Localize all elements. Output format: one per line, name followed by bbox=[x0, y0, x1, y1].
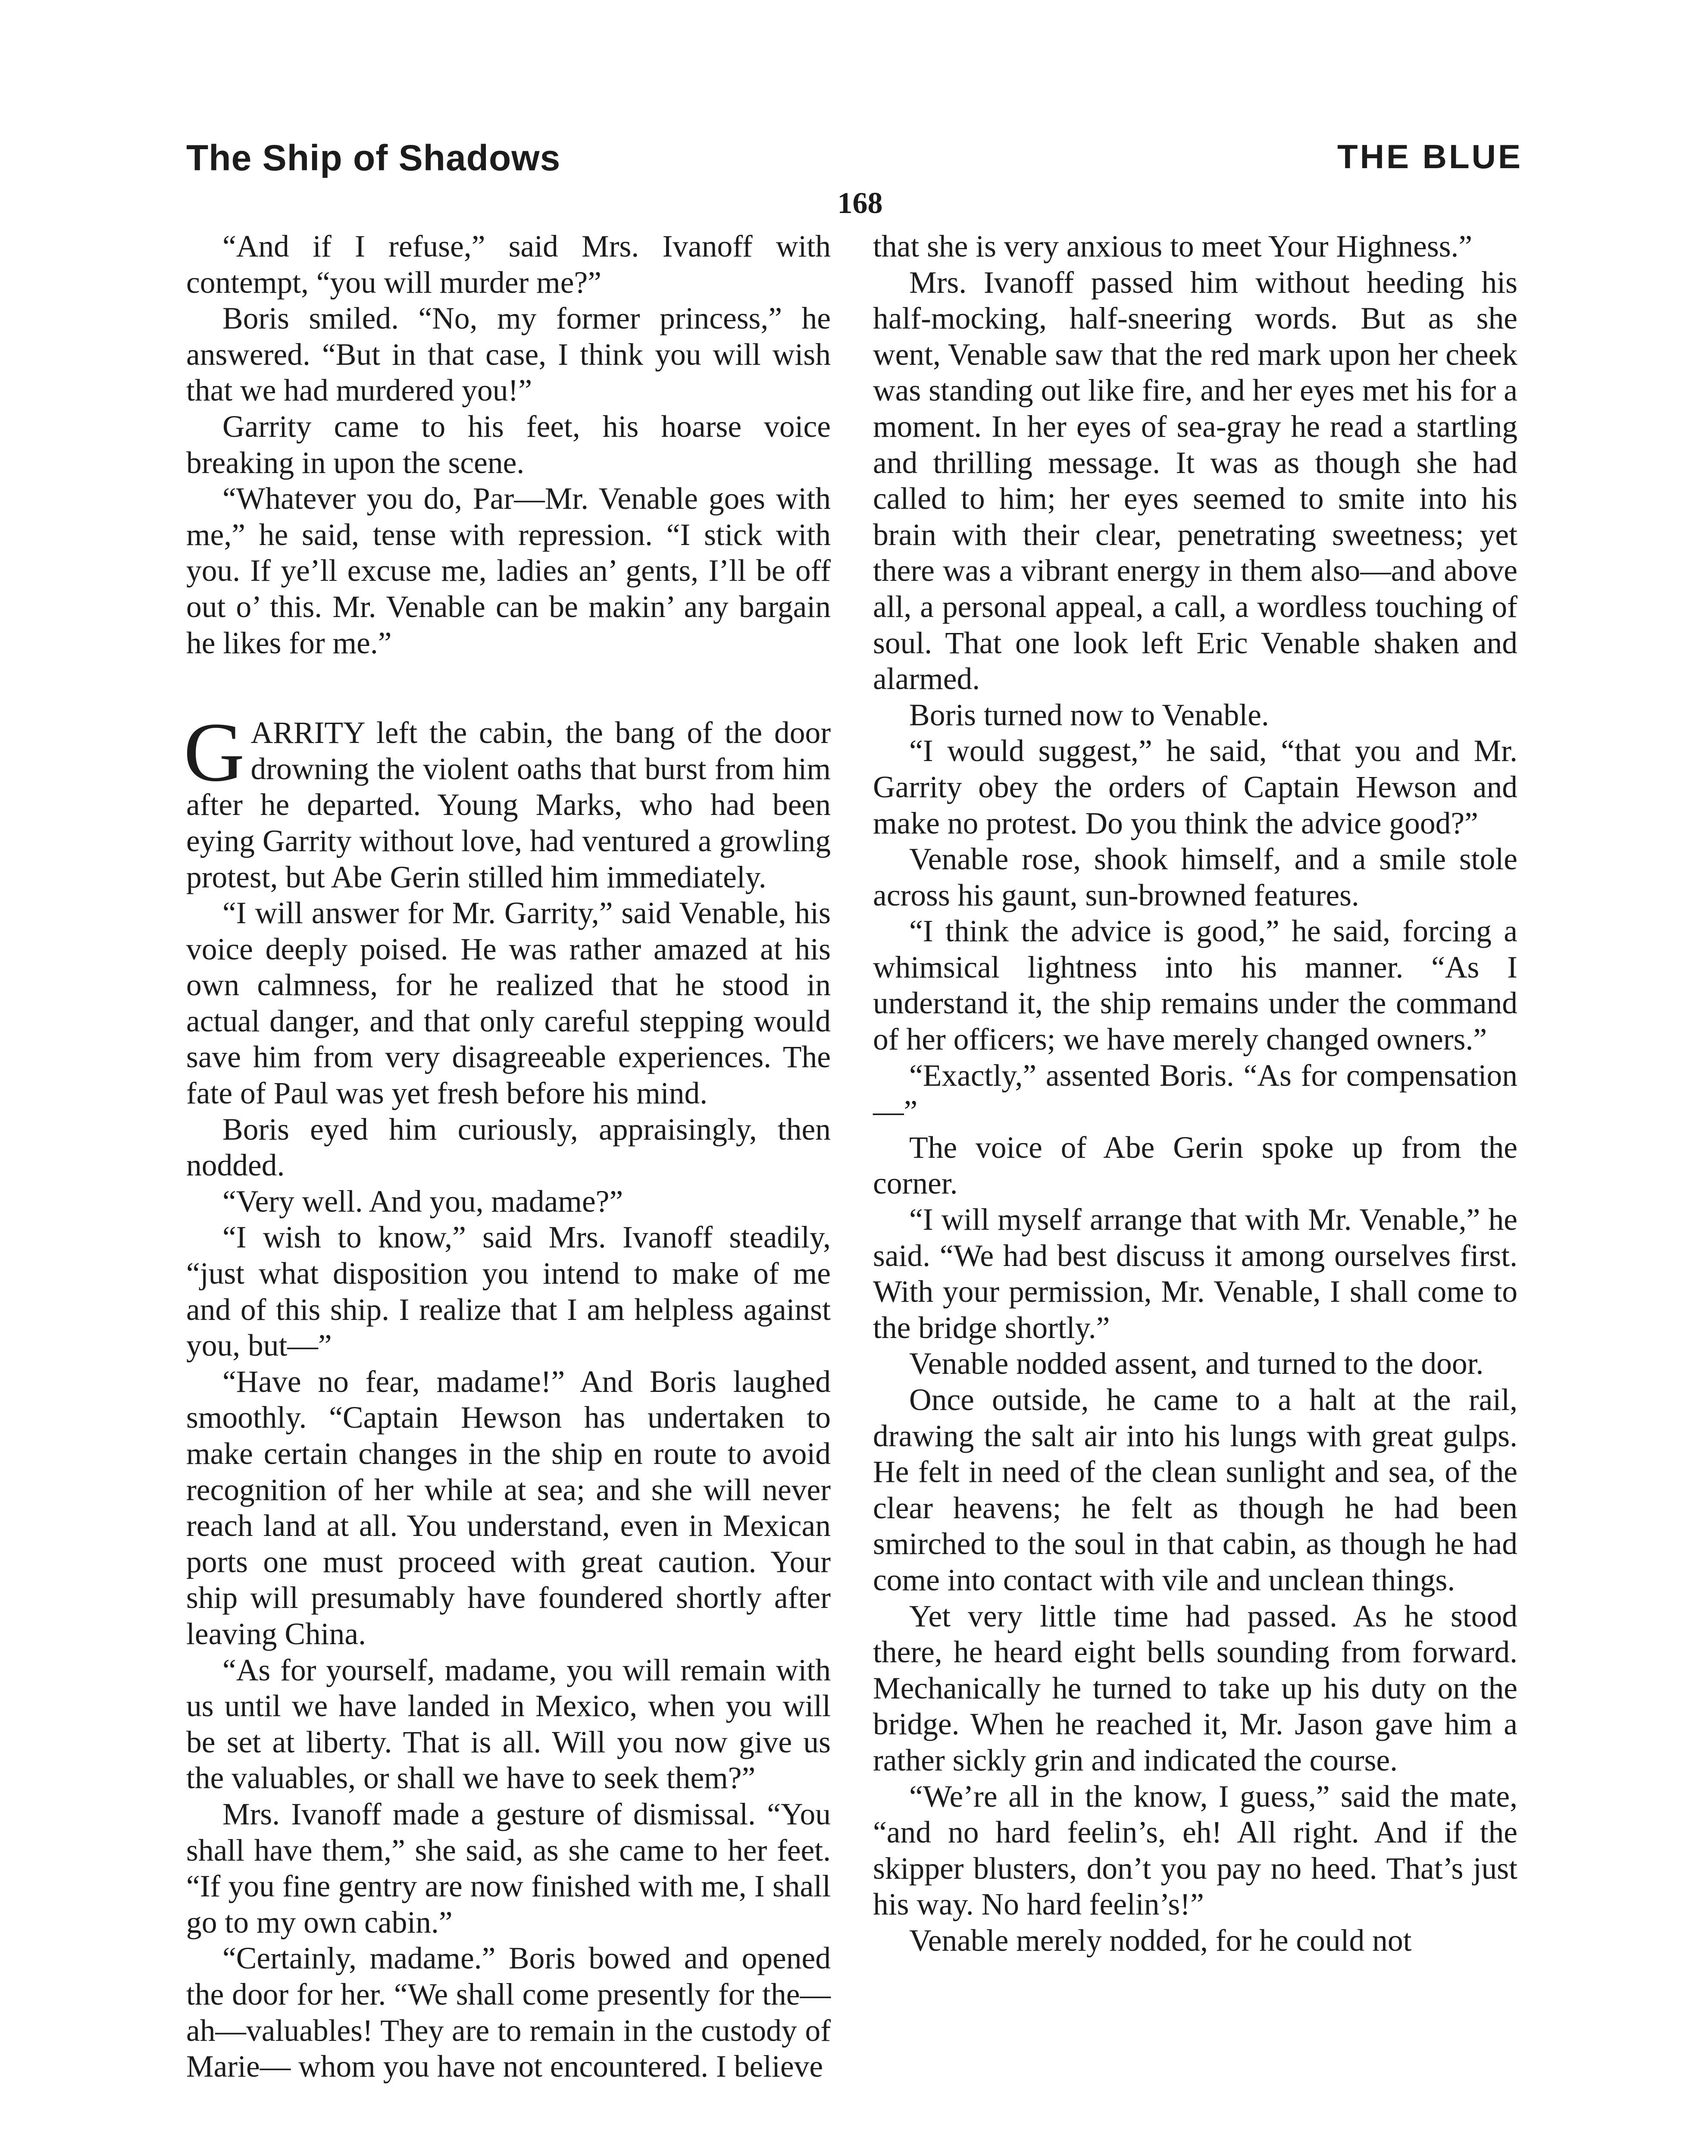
paragraph: “Certainly, madame.” Boris bowed and opened the door for her. “We shall come presently for the—ah—valuables! They are to remain in the custody of Marie— whom you have not encountered. I believe bbox=[186, 1941, 831, 2084]
paragraph: “I think the advice is good,” he said, forcing a whimsical lightness into his manner. “As I understand it, the ship remains under the command of her officers; we have merely changed owners.” bbox=[873, 914, 1517, 1057]
left-column bbox=[186, 229, 831, 2085]
right-column bbox=[873, 229, 1517, 1959]
page-number: 168 bbox=[837, 187, 883, 220]
paragraph: Venable rose, shook himself, and a smile stole across his gaunt, sun-browned features. bbox=[873, 842, 1517, 912]
paragraph: “I wish to know,” said Mrs. Ivanoff steadily, “just what disposition you intend to make of me and of this ship. I realize that I am helpless against you, but—” bbox=[186, 1220, 831, 1363]
section-start-paragraph bbox=[184, 705, 831, 895]
story-title: The Ship of Shadows bbox=[186, 138, 561, 178]
paragraph: Garrity came to his feet, his hoarse voice breaking in upon the scene. bbox=[186, 409, 831, 480]
paragraph: Mrs. Ivanoff passed him without heeding his half-mocking, half-sneering words. But as she went, Venable saw that the red mark upon her cheek was standing out like fire, and her eyes met his for a moment. In her eyes of sea-gray he read a startling and thrilling message. It was as though she had called to him; her eyes seemed to smite into his brain with their clear, penetrating sweetness; yet there was a vibrant energy in them also—and above all, a personal appeal, a call, a wordless touching of soul. That one look left Eric Venable shaken and alarmed. bbox=[873, 265, 1517, 696]
paragraph: “Very well. And you, madame?” bbox=[222, 1184, 623, 1219]
paragraph: “I would suggest,” he said, “that you and Mr. Garrity obey the orders of Captain Hewson and make no protest. Do you think the advice good?” bbox=[873, 734, 1517, 840]
paragraph: that she is very anxious to meet Your Highness.” bbox=[873, 229, 1473, 263]
paragraph: “And if I refuse,” said Mrs. Ivanoff with contempt, “you will murder me?” bbox=[186, 229, 831, 300]
paragraph: “Have no fear, madame!” And Boris laughed smoothly. “Captain Hewson has undertaken to make certain changes in the ship en route to avoid recognition of her while at sea; and she will never reach land at all. You understand, even in Mexican ports one must proceed with great caution. Your ship will presumably have foundered shortly after leaving China. bbox=[186, 1364, 831, 1651]
paragraph: The voice of Abe Gerin spoke up from the corner. bbox=[873, 1130, 1517, 1201]
paragraph: Venable nodded assent, and turned to the door. bbox=[909, 1347, 1484, 1381]
paragraph: Mrs. Ivanoff made a gesture of dismissal. “You shall have them,” she said, as she came to her feet. “If you fine gentry are now finished with me, I shall go to my own cabin.” bbox=[186, 1797, 831, 1940]
paragraph: “Exactly,” assented Boris. “As for compensation—” bbox=[873, 1058, 1517, 1129]
paragraph: Yet very little time had passed. As he stood there, he heard eight bells sounding from forward. Mechanically he turned to take up his duty on the bridge. When he reached it, Mr. Jason gave him a rather sickly grin and indicated the course. bbox=[873, 1599, 1517, 1777]
drop-cap: G bbox=[184, 705, 245, 799]
paragraph-text: ARRITY left the cabin, the bang of the door drowning the violent oaths that burst from him after he departed. Young Marks, who had been eying Garrity without love, had ventured a growling protest, but Abe Gerin stilled him immediately. bbox=[186, 716, 831, 894]
paragraph: “As for yourself, madame, you will remain with us until we have landed in Mexico, when you will be set at liberty. That is all. Will you now give us the valuables, or shall we have to seek them?” bbox=[186, 1653, 831, 1796]
paragraph: Venable merely nodded, for he could not bbox=[909, 1923, 1412, 1958]
paragraph: Once outside, he came to a halt at the rail, drawing the salt air into his lungs with great gulps. He felt in need of the clean sunlight and sea, of the clear heavens; he felt as though he had been smirched to the soul in that cabin, as though he had come into contact with vile and unclean things. bbox=[873, 1383, 1517, 1597]
magazine-name: THE BLUE bbox=[1337, 138, 1523, 175]
paragraph: “We’re all in the know, I guess,” said the mate, “and no hard feelin’s, eh! All right. And if the skipper blusters, don’t you pay no heed. That’s just his way. No hard feelin’s!” bbox=[873, 1779, 1517, 1922]
paragraph: “I will myself arrange that with Mr. Venable,” he said. “We had best discuss it among ourselves first. With your permission, Mr. Venable, I shall come to the bridge shortly.” bbox=[873, 1203, 1517, 1345]
paragraph: “I will answer for Mr. Garrity,” said Venable, his voice deeply poised. He was rather amazed at his own calmness, for he realized that he stood in actual danger, and that only careful stepping would save him from very disagreeable experiences. The fate of Paul was yet fresh before his mind. bbox=[186, 896, 831, 1111]
paragraph: Boris turned now to Venable. bbox=[909, 698, 1269, 732]
paragraph: Boris eyed him curiously, appraisingly, then nodded. bbox=[186, 1112, 831, 1183]
paragraph: Boris smiled. “No, my former princess,” he answered. “But in that case, I think you will wish that we had murdered you!” bbox=[186, 301, 831, 408]
paragraph: “Whatever you do, Par—Mr. Venable goes with me,” he said, tense with repression. “I stick with you. If ye’ll excuse me, ladies an’ gents, I’ll be off out o’ this. Mr. Venable can be makin’ any bargain he likes for me.” bbox=[186, 482, 831, 660]
